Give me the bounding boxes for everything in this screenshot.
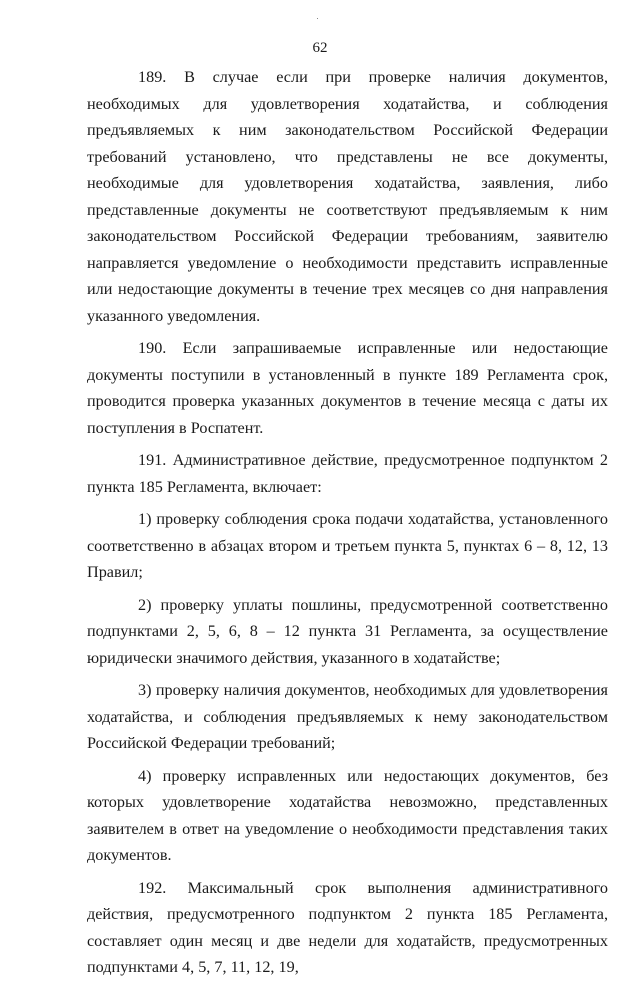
document-body: [87, 64, 608, 981]
list-item-4: 4) проверку исправленных или недостающих документов, без которых удовлетворение ходатайства невозможно, представленных заявителем в ответ на уведомление о необходимости представления таких документов.: [87, 766, 608, 864]
paragraph-189: 189. В случае если при проверке наличия документов, необходимых для удовлетворения ходатайства, и соблюдения предъявляемых к ним законодательством Российской Федерации требований установлено, что представлены не все документы, необходимые для удовлетворения ходатайства, заявления, либо представленные документы не соответствуют предъявляемым к ним законодательством Российской Федерации требованиям, заявителю направляется уведомление о необходимости представить исправленные или недостающие документы в течение трех месяцев со дня направления указанного уведомления.: [87, 68, 608, 325]
paragraph-190: 190. Если запрашиваемые исправленные или недостающие документы поступили в установленный в пункте 189 Регламента срок, проводится проверка указанных документов в течение месяца с даты их поступления в Роспатент.: [87, 339, 608, 437]
list-item-3: 3) проверку наличия документов, необходимых для удовлетворения ходатайства, и соблюдения предъявляемых к нему законодательством Российской Федерации требований;: [87, 681, 608, 752]
paragraph-192: 192. Максимальный срок выполнения административного действия, предусмотренного подпунктом 2 пункта 185 Регламента, составляет один месяц и две недели для ходатайств, предусмотренных подпунктами 4, 5, 7, 11, 12, 19,: [87, 878, 608, 976]
list-item-2: 2) проверку уплаты пошлины, предусмотренной соответственно подпунктами 2, 5, 6, 8 – 12 пункта 31 Регламента, за осуществление юридически значимого действия, указанного в ходатайстве;: [87, 595, 608, 667]
page-number: 62: [312, 40, 328, 56]
scan-speck: [317, 18, 318, 19]
list-item-1: 1) проверку соблюдения срока подачи ходатайства, установленного соответственно в абзацах втором и третьем пункта 5, пунктах 6 – 8, 12, 13 Правил;: [87, 510, 608, 581]
paragraph-191: 191. Административное действие, предусмотренное подпунктом 2 пункта 185 Регламента, включает:: [87, 451, 608, 496]
